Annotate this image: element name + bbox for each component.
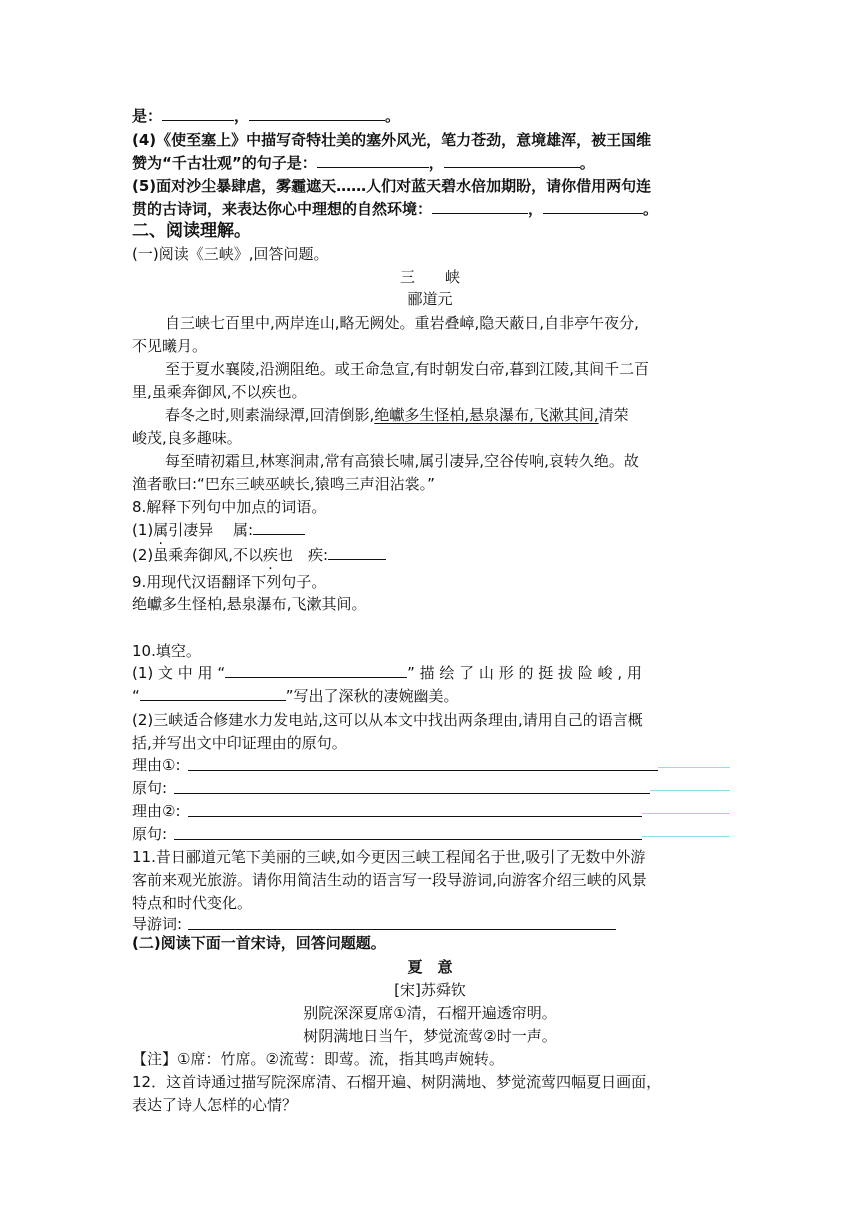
q11-line2: 客前来观光旅游。请你用简洁生动的语言写一段导游词,向游客介绍三峡的风景 [132,871,647,889]
answer-blank[interactable] [317,153,429,168]
passage-p1-line1: 自三峡七百里中,两岸连山,略无阙处。重岩叠嶂,隐天蔽日,自非亭午夜分, [165,314,639,332]
q10-sub1-line2: “ ”写出了深秋的凄婉幽美。 [132,687,459,705]
q11-line1: 11.昔日郦道元笔下美丽的三峡,如今更因三峡工程闻名于世,吸引了无数中外游 [132,848,646,866]
answer-blank[interactable] [162,106,234,121]
answer-blank[interactable] [249,106,385,121]
reason2-answer-line[interactable] [188,816,642,817]
q5-line2: 贯的古诗词，来表达你心中理想的自然环境： ， 。 [132,200,659,218]
q9-sentence: 绝巘多生怪柏,悬泉瀑布,飞漱其间。 [132,595,367,613]
poem-line2: 树阴满地日当午，梦觉流莺②时一声。 [303,1027,557,1045]
q12-line1: 12．这首诗通过描写院深席清、石榴开遍、树阴满地、梦觉流莺四幅夏日画面， [132,1073,662,1091]
q8-item2: (2)虽乘奔御风,不以疾也 疾: [132,545,386,565]
poem-note: 【注】①席：竹席。②流莺：即莺。流，指其鸣声婉转。 [132,1050,504,1068]
dotted-word: 属 [153,521,169,539]
poem-title: 夏 意 [407,958,453,976]
q8-stem: 8.解释下列句中加点的词语。 [132,498,327,516]
passage-p1-line2: 不见曦月。 [132,337,208,355]
dotted-word: 疾 [263,546,279,564]
original2-answer-line[interactable] [174,839,642,840]
part2-intro: (二)阅读下面一首宋诗，回答问题题。 [132,934,386,952]
underlined-sentence: 绝巘多生怪柏,悬泉瀑布,飞漱其间, [374,406,599,424]
original2-label: 原句: [132,825,168,843]
answer-blank[interactable] [444,153,580,168]
q10-sub1-line1: (1) 文 中 用 “ ” 描 绘 了 山 形 的 挺 拔 险 峻 , 用 [132,664,642,682]
guide-line [642,836,730,837]
q10-stem: 10.填空。 [132,642,201,660]
reason1-answer-line[interactable] [188,770,658,771]
q3-answer-line: 是： ， 。 [132,107,401,125]
guide-words-label: 导游词: [132,915,183,933]
passage-p3-line1: 春冬之时,则素湍绿潭,回清倒影,绝巘多生怪柏,悬泉瀑布,飞漱其间,清荣 [165,406,629,424]
answer-blank[interactable] [253,520,305,535]
q8-item1: (1)属引凄异 属: [132,520,305,540]
q4-line2: 赞为“千古壮观”的句子是： ， 。 [132,154,595,172]
q11-line3: 特点和时代变化。 [132,894,253,912]
poem-line1: 别院深深夏席①清，石榴开遍透帘明。 [303,1004,557,1022]
guide-words-answer-line[interactable] [188,929,616,930]
answer-blank[interactable] [328,545,386,560]
reason1-label: 理由①: [132,756,181,774]
guide-line [650,790,730,791]
part1-intro: (一)阅读《三峡》,回答问题。 [132,245,329,263]
passage-p4-line1: 每至晴初霜旦,林寒涧肃,常有高猿长啸,属引凄异,空谷传响,哀转久绝。故 [165,452,639,470]
passage-title: 三 峡 [399,268,460,286]
q12-line2: 表达了诗人怎样的心情？ [132,1096,298,1114]
q10-sub2-line2: 括,并写出文中印证理由的原句。 [132,734,347,752]
q10-sub2-line1: (2)三峡适合修建水力发电站,这可以从本文中找出两条理由,请用自己的语言概 [132,711,643,729]
passage-p2-line2: 里,虽乘奔御风,不以疾也。 [132,383,307,401]
answer-blank[interactable] [225,663,407,678]
q9-stem: 9.用现代汉语翻译下列句子。 [132,573,327,591]
reason2-label: 理由②: [132,802,181,820]
q4-line1: (4)《使至塞上》中描写奇特壮美的塞外风光，笔力苍劲，意境雄浑，被王国维 [132,131,652,149]
guide-line [642,813,730,814]
original1-answer-line[interactable] [174,793,650,794]
answer-blank[interactable] [543,199,643,214]
passage-p3-line2: 峻茂,良多趣味。 [132,429,242,447]
poem-author: [宋]苏舜钦 [394,981,466,999]
original1-label: 原句: [132,779,168,797]
answer-blank[interactable] [432,199,528,214]
passage-p4-line2: 渔者歌曰:“巴东三峡巫峡长,猿鸣三声泪沾裳。” [132,475,435,493]
passage-p2-line1: 至于夏水襄陵,沿溯阻绝。或王命急宣,有时朝发白帝,暮到江陵,其间千二百 [165,360,650,378]
section-heading: 二、阅读理解。 [132,221,251,241]
guide-line [658,767,730,768]
answer-blank[interactable] [140,686,286,701]
q5-line1: (5)面对沙尘暴肆虐，雾霾遮天……人们对蓝天碧水倍加期盼，请你借用两句连 [132,177,652,195]
passage-author: 郦道元 [407,290,453,308]
